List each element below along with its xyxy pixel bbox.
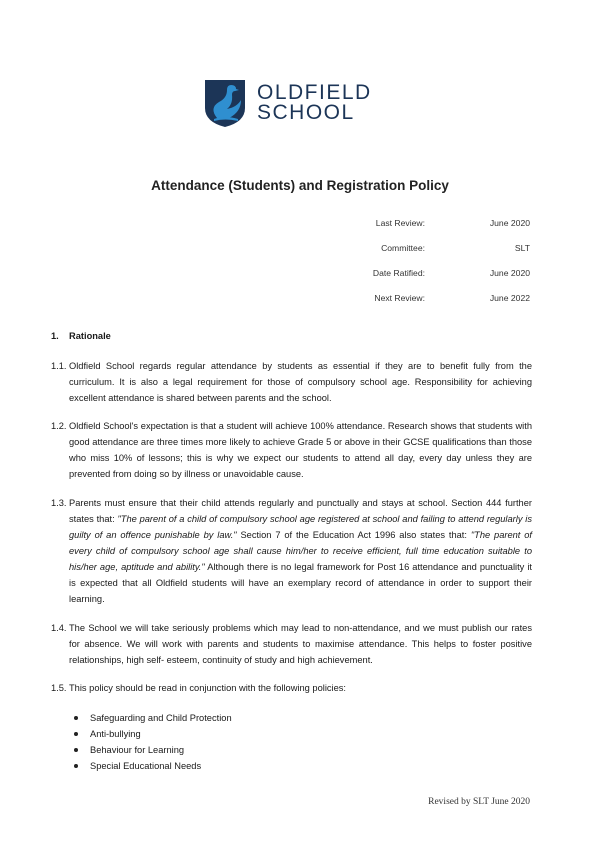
paragraph-text — [69, 495, 532, 607]
paragraph-text: The School we will take seriously problems which may lead to non-attendance, and we must publish our rates for absence. We will work with parents and students to maximise attendance. This helps to foster positive relationships, high self- esteem, continuity of study and high achievement. — [69, 623, 532, 665]
list-item: Anti-bullying — [74, 726, 232, 742]
paragraph-number: 1.2. — [51, 421, 67, 431]
swan-shield-icon — [203, 78, 247, 128]
paragraph-text: Oldfield School's expectation is that a student will achieve 100% attendance. Research shows that students with good attendance are three times more likely to achieve Grade 5 or above in their GCSE qualifications than those who miss 10% of lessons; this is why we expect our students to attend all day, every day unless they are prevented from doing so by illness or unavoidable cause. — [69, 421, 532, 479]
paragraph-text: Oldfield School regards regular attendance by students as essential if they are to benefit fully from the curriculum. It is also a legal requirement for those of compulsory school age. Responsibility for achieving excellent attendance is shared between parents and the school. — [69, 361, 532, 403]
paragraph-1-2 — [51, 418, 532, 482]
paragraph-number: 1.4. — [51, 623, 67, 633]
text-segment: Parents must ensure that their child attends regularly and punctually and stays at school. Section 444 further states that: — [69, 498, 532, 524]
meta-row — [330, 293, 530, 318]
paragraph-1-5 — [51, 680, 532, 696]
legal-quote: "The parent of every child of compulsory school age shall cause him/her to receive efficient, full time education suitable to his/her age, aptitude and ability." — [69, 530, 533, 572]
related-policies-list — [74, 710, 232, 774]
meta-row — [330, 243, 530, 268]
paragraph-number: 1.1. — [51, 361, 67, 371]
paragraph-1-1 — [51, 358, 532, 406]
meta-value: June 2022 — [489, 293, 530, 303]
legal-quote: "The parent of a child of compulsory school age registered at school and failing to attend regularly is guilty of an offence punishable by law." — [69, 514, 532, 540]
paragraph-text: This policy should be read in conjunction with the following policies: — [69, 683, 346, 693]
meta-value: June 2020 — [489, 218, 530, 228]
review-details — [330, 218, 530, 318]
meta-label: Last Review: — [375, 218, 425, 228]
text-segment: Although there is no legal framework for Post 16 attendance and punctuality it is expected that all Oldfield students will have an exemplary record of attendance in order to support their learning. — [69, 562, 532, 604]
paragraph-1-4 — [51, 620, 532, 668]
meta-row — [330, 268, 530, 293]
paragraph-number: 1.3. — [51, 498, 67, 508]
list-item: Special Educational Needs — [74, 758, 232, 774]
logo-line-1: OLDFIELD — [257, 81, 372, 104]
meta-label: Next Review: — [374, 293, 425, 303]
meta-value: June 2020 — [489, 268, 530, 278]
meta-label: Date Ratified: — [372, 268, 425, 278]
meta-row — [330, 218, 530, 243]
paragraph-number: 1.5. — [51, 683, 67, 693]
meta-label: Committee: — [381, 243, 425, 253]
section-title: Rationale — [69, 331, 111, 341]
document-title: Attendance (Students) and Registration Policy — [151, 178, 449, 193]
list-item: Behaviour for Learning — [74, 742, 232, 758]
list-item: Safeguarding and Child Protection — [74, 710, 232, 726]
section-heading — [51, 331, 111, 341]
text-segment: Section 7 of the Education Act 1996 also states that: — [236, 530, 471, 540]
paragraph-1-3 — [51, 495, 532, 607]
logo-line-2: SCHOOL — [257, 101, 355, 124]
meta-value: SLT — [514, 243, 530, 253]
logo-wordmark — [257, 83, 372, 123]
section-number: 1. — [51, 331, 59, 341]
school-logo — [203, 78, 372, 128]
revision-footer: Revised by SLT June 2020 — [428, 797, 530, 807]
